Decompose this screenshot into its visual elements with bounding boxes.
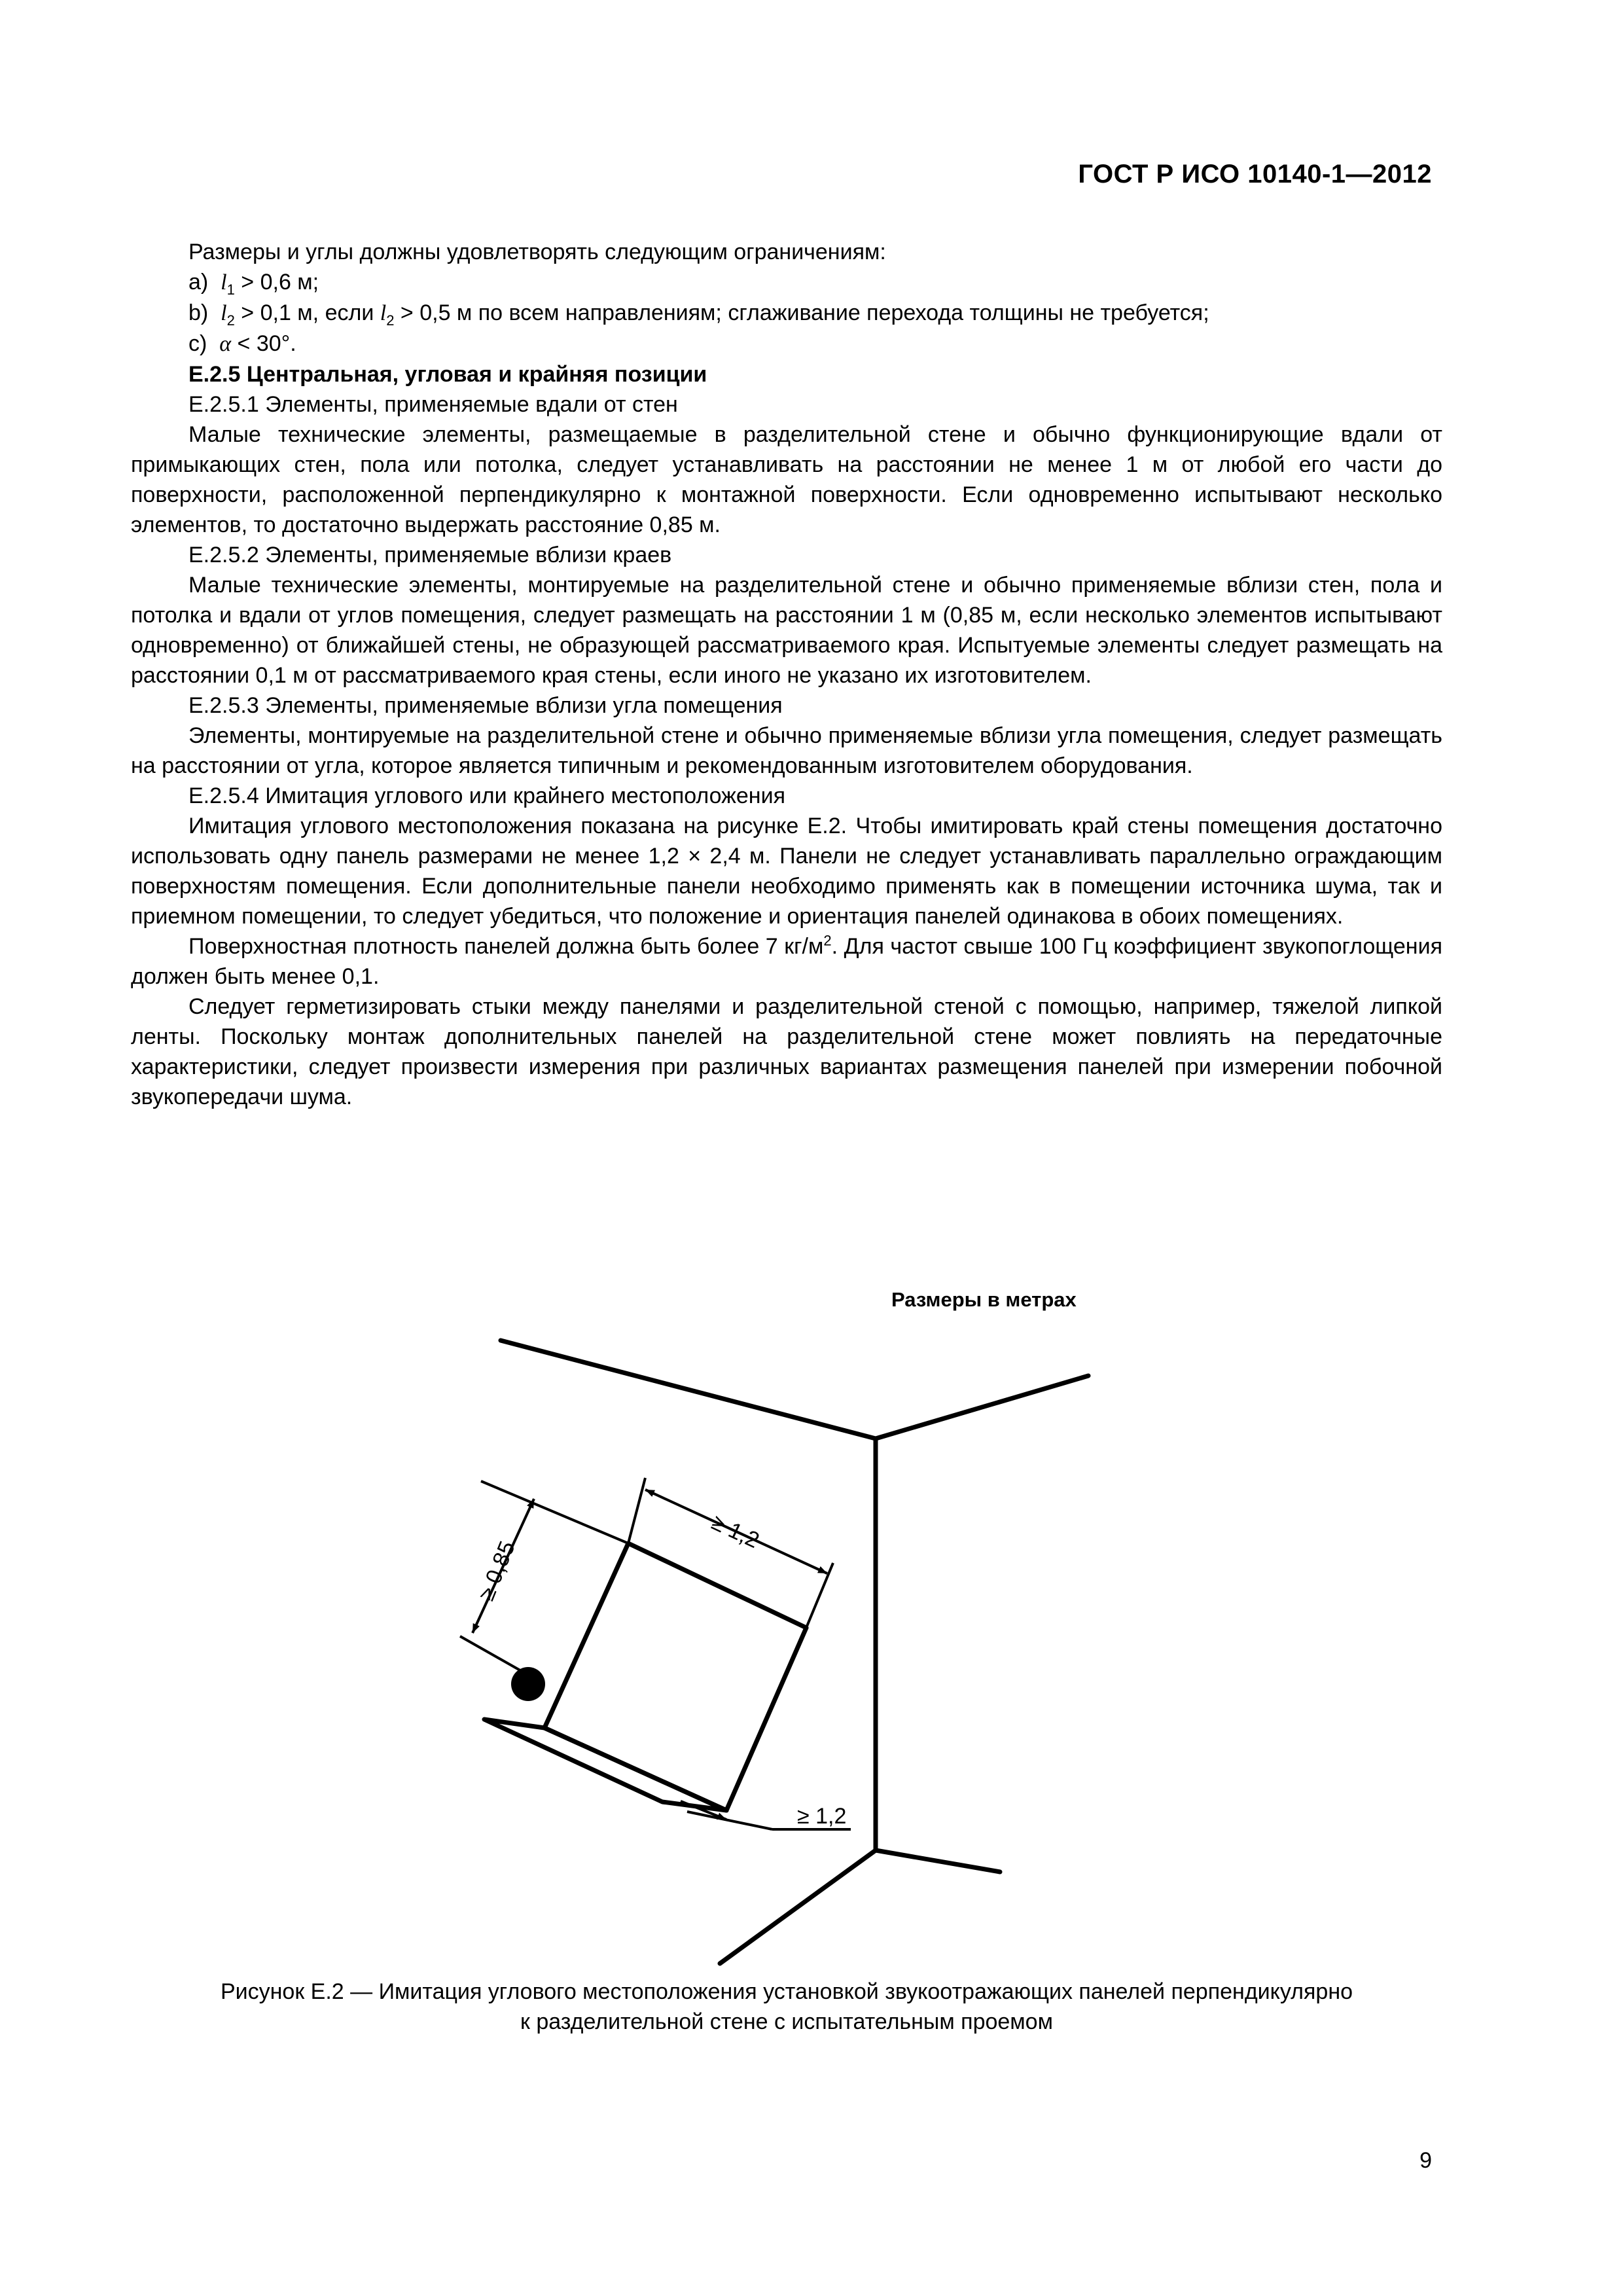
dim-offset-ext-bottom [460,1636,524,1672]
subsection-text-2: Малые технические элементы, монтируемые на разделительной стене и обычно применяемые вблизи стен, пола и потолка и вдали от углов помещения, следует размещать на расстоянии 1 м (0,85 м, если несколько элементов испытывают одновременно) от ближайшей стены, не образующей рассматриваемого края. Испытуемые элементы следует размещать на расстоянии 0,1 м от рассматриваемого края стены, если иного не указано их изготовителем. [131,573,1442,688]
subsection-text-3: Элементы, монтируемые на разделительной стене и обычно применяемые вблизи угла помещения, следует размещать на расстоянии от угла, которое является типичным и рекомендованным изготовителем оборудования. [131,723,1442,778]
condition-a: а) $l_1 > 0,6$ м; [188,270,319,298]
panel-right-edge [726,1628,806,1810]
intro-paragraph: Размеры и углы должны удовлетворять следующим ограничениям: [188,240,886,264]
ceiling-edge-right [876,1376,1088,1439]
technical-element-dot [511,1667,545,1701]
subsection-title-3: Е.2.5.3 Элементы, применяемые вблизи угла помещения [188,693,783,718]
figure-units-note: Размеры в метрах [891,1288,1077,1311]
panel-top-edge [628,1543,806,1628]
subsection-text-4a: Имитация углового местоположения показана на рисунке Е.2. Чтобы имитировать край стены помещения достаточно использовать одну панель размерами не менее 1,2 × 2,4 м. Панели не следует устанавливать параллельно ограждающим поверхностям помещения. Если дополнительные панели необходимо применять как в помещении источника шума, так и приемном помещении, то следует убедиться, что положение и ориентация панелей одинакова в обоих помещениях. [131,814,1442,929]
figure-caption-line-1: Рисунок Е.2 — Имитация углового местоположения установкой звукоотражающих панелей перпендикулярно [220,1979,1353,2004]
subsection-title-2: Е.2.5.2 Элементы, применяемые вблизи краев [188,543,672,567]
subsection-title-4: Е.2.5.4 Имитация углового или крайнего местоположения [188,783,785,808]
document-standard-header: ГОСТ Р ИСО 10140-1—2012 [1078,160,1432,188]
dim-depth-label: ≥ 1,2 [797,1804,847,1829]
subsection-title-1: Е.2.5.1 Элементы, применяемые вдали от стен [188,392,678,417]
dim-offset-label: ≥ 0,85 [474,1537,520,1604]
dim-width-label: ≥ 1,2 [707,1509,763,1554]
dim-width-ext-right [806,1563,833,1628]
panel-base-outline [484,1719,726,1810]
floor-edge-right [876,1850,1000,1872]
panel-left-edge [544,1543,628,1728]
figure-caption-line-2: к разделительной стене с испытательным проемом [520,2009,1053,2034]
page-number: 9 [1419,2148,1432,2173]
figure-caption [131,1977,1442,2037]
section-heading: Е.2.5 Центральная, угловая и крайняя позиции [188,362,707,387]
dim-width-ext-left [628,1478,645,1543]
floor-edge-left [720,1850,876,1964]
subsection-text-4c: Следует герметизировать стыки между панелями и разделительной стеной с помощью, например, тяжелой липкой ленты. Поскольку монтаж дополнительных панелей на разделительной стене может повлиять на передаточные характеристики, следует произвести измерения при различных вариантах размещения панелей при измерении побочной звукопередачи шума. [131,994,1442,1109]
ceiling-edge-left [501,1340,876,1439]
condition-c: c) α < 30°. [188,331,296,356]
dim-depth-leader [687,1812,772,1829]
dim-offset-ext-top [481,1481,628,1543]
subsection-text-1: Малые технические элементы, размещаемые в разделительной стене и обычно функционирующие вдали от примыкающих стен, пола или потолка, следует устанавливать на расстоянии не менее 1 м от любой его части до поверхности, расположенной перпендикулярно к монтажной поверхности. Если одновременно испытывают несколько элементов, то достаточно выдержать расстояние 0,85 м. [131,422,1442,537]
condition-b: b) $l_2 > 0,1$ м, если $l_2 > 0,5$ м по всем направлениям; сглаживание перехода толщины не требуется; [188,300,1209,329]
subsection-text-4b: Поверхностная плотность панелей должна быть более 7 $кг/м^2$. Для частот свыше 100 Гц коэффициент звукопоглощения должен быть менее 0,1. [131,932,1442,989]
